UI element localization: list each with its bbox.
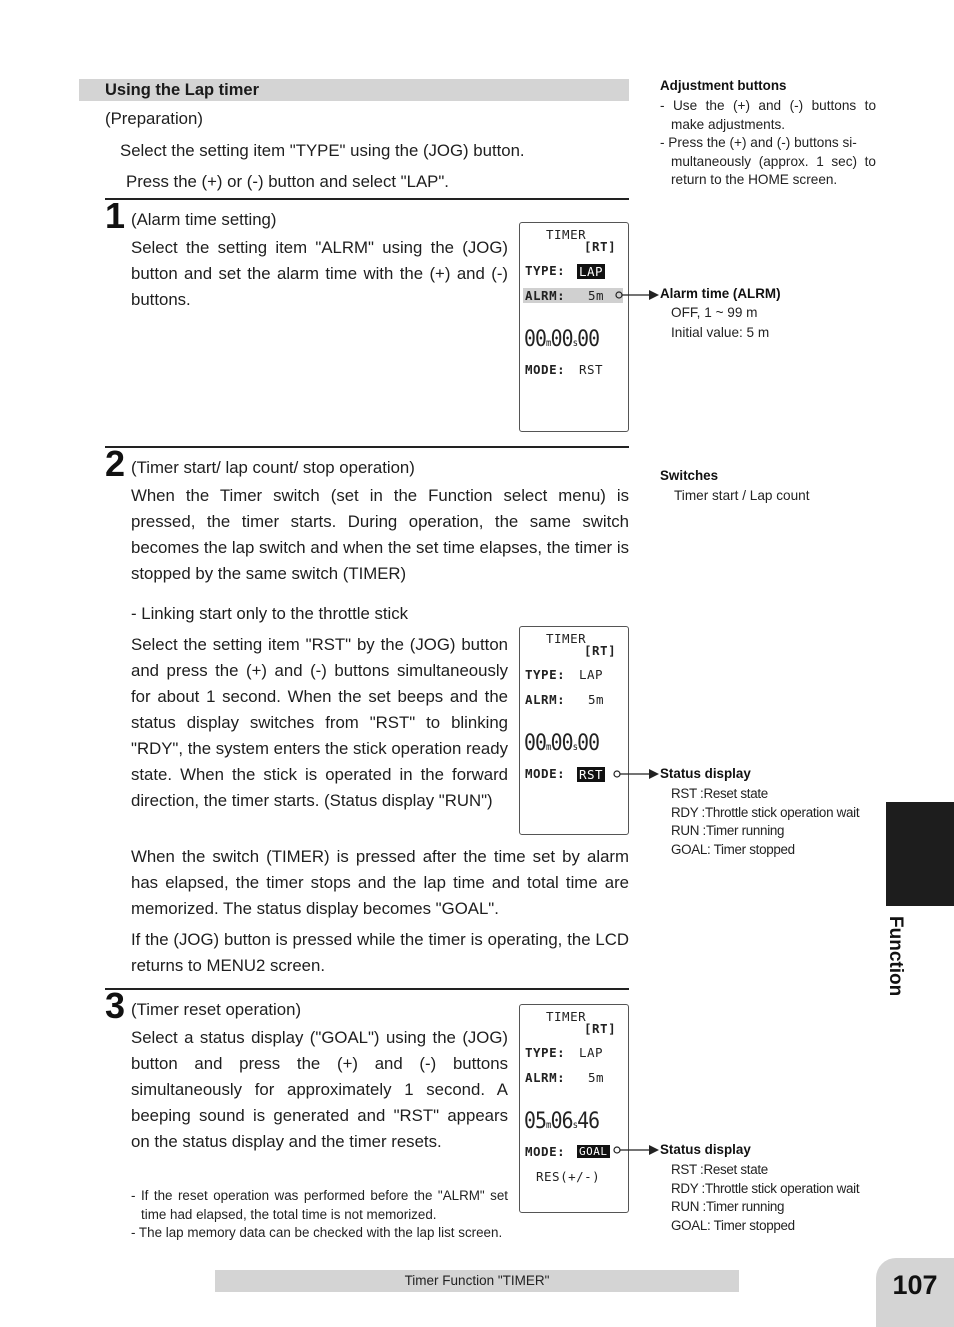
step-3-subtitle: (Timer reset operation) [131,1000,302,1019]
note-switches-text: Timer start / Lap count [674,488,810,503]
note-status-item: RUN :Timer running [671,823,785,838]
chapter-tab-label: Function [885,916,906,997]
step-2-body-4: If the (JOG) button is pressed while the timer is operating, the LCD returns to MENU2 screen. [131,930,629,975]
note-status-item: RUN :Timer running [671,1199,785,1214]
lcd-alrm-value: 5m [588,288,605,303]
lcd-type-value: LAP [579,264,604,279]
lcd-type-value: LAP [579,667,604,682]
step-2-body-3: When the switch (TIMER) is pressed after the time set by alarm has elapsed, the timer stops and the lap time and total time are memorized. The status display becomes "GOAL". [131,847,629,918]
lcd-title: TIMER [546,1009,587,1024]
lcd-alrm-label: ALRM: [525,692,566,707]
step-1-body: Select the setting item "ALRM" using the (JOG) button and set the alarm time with the (+) and (-) buttons. [131,238,508,309]
step-3-divider [105,988,629,990]
step-1-divider [105,198,629,200]
note-status-item: RST :Reset state [671,1162,768,1177]
lcd-mode-value: RST [579,767,604,782]
note-alarm-initial: Initial value: 5 m [671,325,770,340]
lcd-mode-label: MODE: [525,766,566,781]
lcd-model-tag: [RT] [584,643,617,658]
note-adjust-2c: return to the HOME screen. [671,172,838,187]
lcd-mode-label: MODE: [525,1144,566,1159]
chapter-tab-block [886,802,954,906]
lcd-type-value: LAP [579,1045,604,1060]
note-adjust-2a: - Press the (+) and (-) buttons si- [660,135,857,150]
preparation-label: (Preparation) [105,109,203,128]
lcd-model-tag: [RT] [584,239,617,254]
lcd-alrm-value: 5m [588,1070,605,1085]
lcd-title: TIMER [546,631,587,646]
lcd-model-tag: [RT] [584,1021,617,1036]
step-3-body: Select a status display ("GOAL") using the (JOG) button and press the (+) and (-) buttons simultaneously for approximately 1 second. A beeping sound is generated and "RST" appears on the status display and the timer resets. [131,1028,508,1151]
lcd-type-label: TYPE: [525,263,566,278]
step-2-body-2: Select the setting item "RST" by the (JOG) button and press the (+) and (-) buttons simultaneously for about 1 second. When the set beeps and the status display switches from "RST" to blinking "RDY", the system enters the stick operation ready state. When the stick is operated in the forward direction, the timer starts. (Status display "RUN") [131,635,508,810]
lcd-type-label: TYPE: [525,667,566,682]
lcd-title: TIMER [546,227,587,242]
step-3-number: 3 [105,985,126,1026]
page-number: 107 [892,1270,938,1300]
step-1-subtitle: (Alarm time setting) [131,210,277,229]
step-2-body: When the Timer switch (set in the Function select menu) is pressed, the timer starts. During operation, the same switch becomes the lap switch and when the set time elapses, the timer is stopped by the same switch (TIMER) [131,486,629,583]
section-title: Using the Lap timer [105,81,260,99]
note-status-title-2: Status display [660,1142,751,1157]
note-status-item: GOAL: Timer stopped [671,842,795,857]
note-status-item: RDY :Throttle stick operation wait [671,805,860,820]
callout-arrow-alarm [615,289,660,301]
footer-title: Timer Function "TIMER" [404,1273,550,1288]
note-adjust-title: Adjustment buttons [660,78,787,93]
lcd-timer-display: 00m00s00 [524,327,600,352]
note-status-item: RST :Reset state [671,786,768,801]
lcd-timer-display: 00m00s00 [524,731,600,756]
note-status-item: GOAL: Timer stopped [671,1218,795,1233]
lcd-alrm-label: ALRM: [525,288,566,303]
note-switches-title: Switches [660,468,719,483]
lcd-screen-status [519,626,629,835]
callout-arrow-status-1 [613,768,660,780]
lcd-mode-value: GOAL [579,1145,608,1158]
note-status-item: RDY :Throttle stick operation wait [671,1181,860,1196]
lcd-alrm-label: ALRM: [525,1070,566,1085]
note-alarm-title: Alarm time (ALRM) [660,286,781,301]
note-adjust-1b: make adjustments. [671,117,786,132]
step-2-linking: - Linking start only to the throttle stick [131,604,409,623]
callout-arrow-status-2 [613,1144,660,1156]
lcd-screen-alarm [519,222,629,432]
lcd-screen-reset [519,1004,629,1213]
note-adjust-2b: multaneously (approx. 1 sec) to [671,154,876,169]
lcd-alrm-value: 5m [588,692,605,707]
step-2-subtitle: (Timer start/ lap count/ stop operation) [131,458,415,477]
step-3-note-2: - The lap memory data can be checked with the lap list screen. [131,1225,503,1240]
step-1-number: 1 [105,195,126,236]
lcd-mode-label: MODE: [525,362,566,377]
preparation-line-2: Press the (+) or (-) button and select "LAP". [126,172,449,191]
step-2-number: 2 [105,443,126,484]
lcd-type-label: TYPE: [525,1045,566,1060]
lcd-mode-value: RST [579,362,604,377]
note-status-title-1: Status display [660,766,751,781]
lcd-reset-hint: RES(+/-) [536,1169,601,1184]
note-alarm-range: OFF, 1 ~ 99 m [671,305,758,320]
step-2-divider [105,446,629,448]
note-adjust-1a: - Use the (+) and (-) buttons to [660,98,876,113]
preparation-line-1: Select the setting item "TYPE" using the (JOG) button. [120,141,525,160]
step-3-note-1: - If the reset operation was performed before the "ALRM" set time had elapsed, the total time is not memorized. [131,1188,508,1222]
lcd-timer-display: 05m06s46 [524,1109,600,1134]
